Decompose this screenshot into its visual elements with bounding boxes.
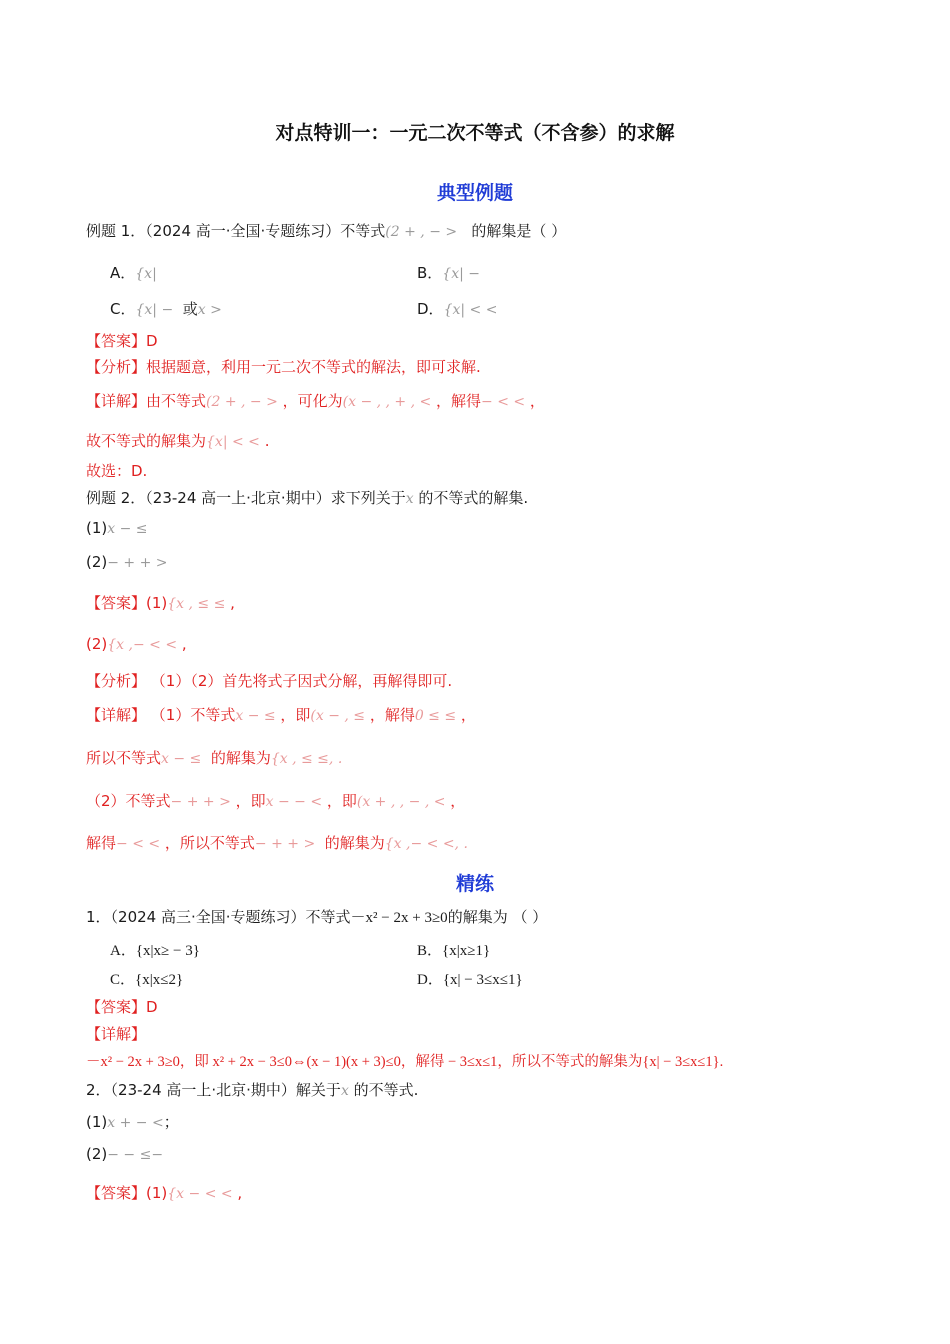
- example2-q1: [86, 519, 148, 537]
- example2-answer1: [86, 592, 235, 613]
- answer-end: ,: [181, 635, 187, 653]
- practice1-stem: [86, 906, 547, 927]
- analysis-text: 根据题意，利用一元二次不等式的解法，即可求解.: [146, 358, 481, 376]
- detail-text: .: [264, 432, 270, 450]
- answer-math: {x , ≤ ≤: [167, 596, 226, 612]
- detail-math: − < <: [481, 394, 526, 410]
- example1-option-a: [110, 262, 157, 283]
- answer-tag: 【答案】: [86, 594, 147, 612]
- practice2-stem-tail: 的不等式.: [353, 1081, 419, 1099]
- detail-text: ，可化为: [282, 392, 343, 410]
- detail-text: ，即: [235, 792, 266, 810]
- answer-end: ,: [230, 594, 235, 612]
- example2-answer2: [86, 635, 187, 653]
- example1-stem-math: (2 + , − >: [385, 224, 458, 240]
- analysis-text: （1）（2）首先将式子因式分解，再解得即可.: [150, 672, 453, 690]
- detail-text: ，解得: [436, 392, 482, 410]
- practice2-stem-text: 2．（23-24 高一上·北京·期中）解关于: [86, 1081, 341, 1099]
- answer-tag: 【答案】: [86, 1184, 147, 1202]
- option-d-label: D．: [417, 300, 444, 318]
- detail-text: （2）不等式: [86, 792, 171, 810]
- example1-stem: [86, 220, 566, 241]
- example2-q2: [86, 553, 168, 571]
- answer-tag: 【答案】: [86, 332, 147, 350]
- question-end: ；: [163, 1113, 179, 1131]
- detail-text: （1）不等式: [150, 706, 236, 724]
- detail-math: x − ≤: [235, 708, 276, 724]
- detail-text: ，即: [326, 792, 357, 810]
- detail-math: {x ,− < <: [384, 836, 455, 852]
- practice1-option-d: D．{x| − 3≤x≤1}: [417, 972, 523, 988]
- example1-detail: [86, 390, 545, 411]
- practice2-q2: [86, 1145, 163, 1163]
- section-heading-practice: 精练: [455, 873, 494, 895]
- detail-text: ，: [450, 792, 466, 810]
- detail-text: ，解得: [369, 706, 415, 724]
- detail-text: ，: [529, 392, 545, 410]
- answer-label: (2): [86, 635, 108, 653]
- example1-option-d: [417, 298, 497, 319]
- practice1-detail-tag: 【详解】: [86, 1025, 147, 1043]
- detail-tag: 【详解】: [86, 706, 147, 724]
- detail-math: 0 ≤ ≤: [414, 708, 457, 724]
- detail-math: (x − , ≤: [310, 708, 366, 724]
- question-label: (2): [86, 553, 108, 571]
- question-label: (2): [86, 1145, 108, 1163]
- detail-text: ，即: [280, 706, 311, 724]
- detail-math: (2 + , − >: [206, 394, 278, 410]
- answer-tag: 【答案】: [86, 998, 147, 1016]
- detail-math-end: , .: [328, 751, 343, 767]
- practice2-q1: [86, 1111, 179, 1132]
- answer-label: (1): [146, 594, 168, 612]
- practice1-detail: －x² − 2x + 3≥0，即 x² + 2x − 3≤0⇔(x − 1)(x + 3)≤0，解得 − 3≤x≤1，所以不等式的解集为{x| − 3≤x≤1}.: [86, 1054, 724, 1070]
- answer-label: (1): [146, 1184, 168, 1202]
- answer-math: {x ,− < <: [107, 637, 178, 653]
- example2-detail1: [86, 704, 476, 725]
- practice1-option-a: A．{x|x≥ − 3}: [110, 943, 200, 959]
- practice1-stem-math: －x² − 2x + 3≥0: [350, 910, 448, 926]
- option-a-math: {x|: [135, 266, 157, 282]
- detail-math: {x| < <: [206, 434, 260, 450]
- detail-text: ，所以不等式: [164, 834, 255, 852]
- example2-stem: [86, 487, 528, 508]
- option-b-math: {x| −: [442, 266, 480, 282]
- answer-math: {x − < <: [167, 1186, 233, 1202]
- example1-answer: [86, 330, 158, 351]
- practice1-option-c: C．{x|x≤2}: [110, 972, 184, 988]
- example1-stem-text: 例题 1．（2024 高一·全国·专题练习）不等式: [86, 222, 386, 240]
- detail-text: 解得: [86, 834, 117, 852]
- answer-value: D: [146, 332, 158, 350]
- option-b-label: B．: [417, 264, 443, 282]
- example1-option-b: [417, 262, 480, 283]
- option-a-label: A．: [110, 264, 136, 282]
- example1-option-c: [110, 298, 222, 319]
- option-c-math: {x| −: [135, 302, 174, 318]
- question-math: x + − <: [107, 1115, 164, 1131]
- detail-math-end: , .: [454, 836, 468, 852]
- example2-detail2: [86, 747, 342, 768]
- detail-math: (x + , , − , <: [356, 794, 446, 810]
- example2-stem-tail: 的不等式的解集.: [418, 489, 529, 507]
- detail-text: 故不等式的解集为: [86, 432, 207, 450]
- detail-text: 的解集为: [210, 749, 271, 767]
- question-math: x − ≤: [107, 521, 148, 537]
- practice1-stem-text: 1．（2024 高三·全国·专题练习）不等式: [86, 908, 351, 926]
- detail-math: − < <: [116, 836, 161, 852]
- detail-math: − + + >: [254, 836, 316, 852]
- detail-tag: 【详解】: [86, 392, 147, 410]
- question-math: − − ≤−: [107, 1147, 164, 1163]
- detail-math: x − − <: [265, 794, 323, 810]
- practice2-stem: [86, 1079, 418, 1100]
- practice1-answer: [86, 996, 158, 1017]
- detail-math: (x − , , + , <: [342, 394, 432, 410]
- example2-analysis: [86, 670, 452, 691]
- question-label: (1): [86, 1113, 108, 1131]
- example2-stem-text: 例题 2．（23-24 高一上·北京·期中）求下列关于: [86, 489, 406, 507]
- detail-math: {x , ≤ ≤: [270, 751, 329, 767]
- answer-end: ,: [237, 1184, 243, 1202]
- practice1-stem-tail: 的解集为 （ ）: [447, 908, 548, 926]
- example1-detail-line2: [86, 430, 269, 451]
- option-c-label: C．: [110, 300, 136, 318]
- detail-text: 的解集为: [324, 834, 385, 852]
- detail-math: x − ≤: [161, 751, 202, 767]
- option-c-math2: x >: [197, 302, 222, 318]
- detail-text: ，: [460, 706, 476, 724]
- question-math: − + + >: [107, 555, 168, 571]
- variable-x: x: [340, 1083, 349, 1099]
- section-heading-examples: 典型例题: [436, 182, 513, 204]
- example1-choice: 故选：D.: [86, 462, 148, 480]
- practice2-answer1: [86, 1182, 242, 1203]
- option-c-or: 或: [182, 300, 198, 318]
- detail-math: − + + >: [170, 794, 231, 810]
- variable-x: x: [405, 491, 414, 507]
- example2-detail4: [86, 832, 468, 853]
- analysis-tag: 【分析】: [86, 672, 147, 690]
- option-d-math: {x| < <: [443, 302, 498, 318]
- example1-stem-tail: 的解集是（ ）: [471, 222, 567, 240]
- detail-text: 所以不等式: [86, 749, 162, 767]
- question-label: (1): [86, 519, 108, 537]
- practice1-option-b: B．{x|x≥1}: [417, 943, 491, 959]
- example1-analysis: [86, 356, 481, 377]
- analysis-tag: 【分析】: [86, 358, 147, 376]
- answer-value: D: [146, 998, 158, 1016]
- example2-detail3: [86, 790, 465, 811]
- detail-text: 由不等式: [146, 392, 207, 410]
- page-title: 对点特训一：一元二次不等式（不含参）的求解: [275, 122, 675, 144]
